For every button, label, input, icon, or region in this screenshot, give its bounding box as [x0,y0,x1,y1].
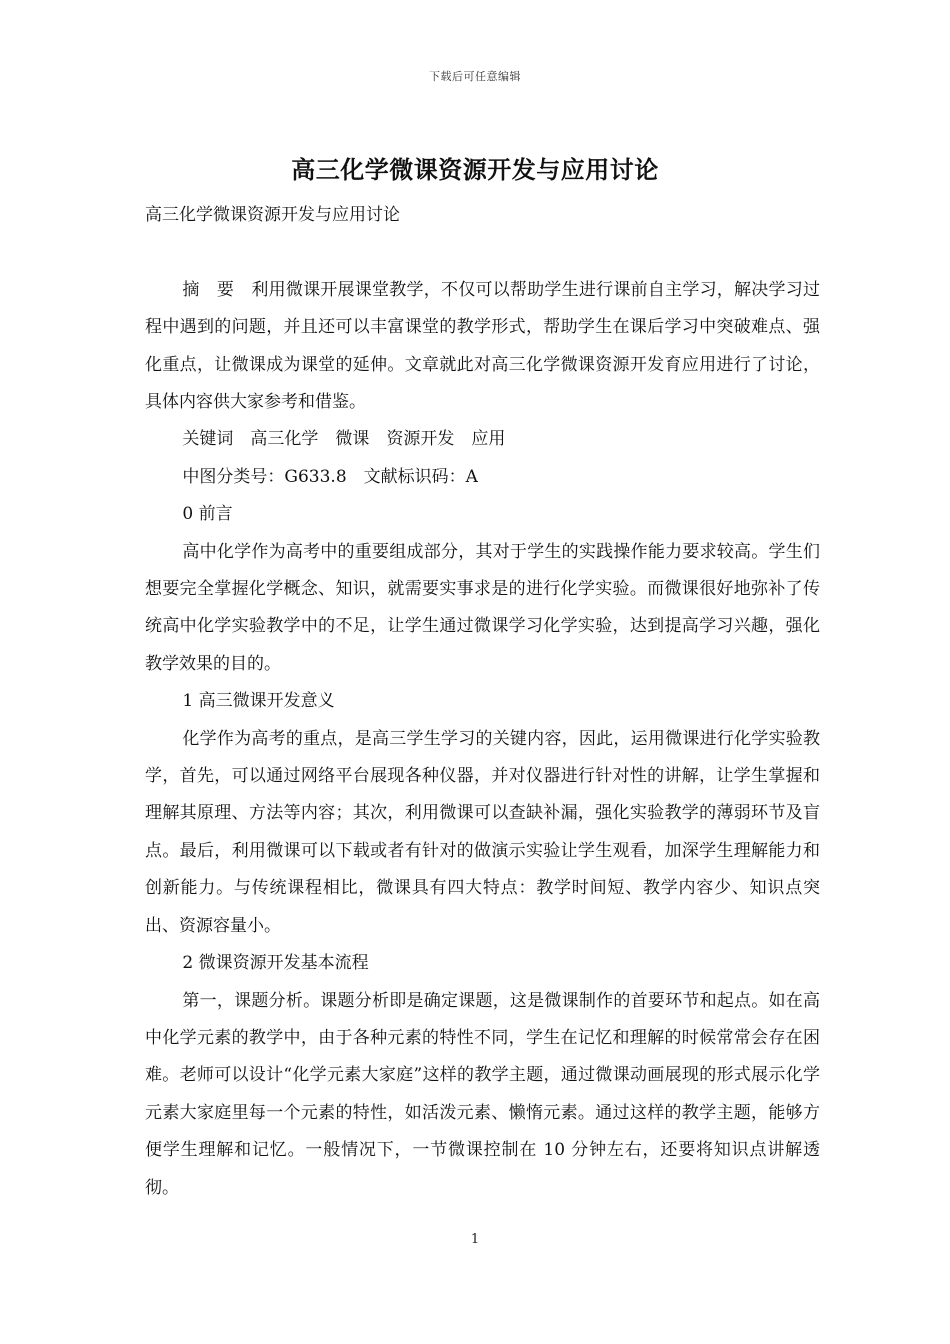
keywords-line: 关键词 高三化学 微课 资源开发 应用 [182,429,506,450]
section-heading-process: 2 微课资源开发基本流程 [182,953,369,974]
document-title: 高三化学微课资源开发与应用讨论 [291,155,659,184]
header-note: 下载后可任意编辑 [429,70,521,83]
blank-line [145,234,820,271]
intro-paragraph: 高中化学作为高考中的重要组成部分，其对于学生的实践操作能力要求较高。学生们想要完全掌握化学概念、知识，就需要实事求是的进行化学实验。而微课很好地弥补了传统高中化学实验教学中的不足，让学生通过微课学习化学实验，达到提高学习兴趣，强化教学效果的目的。 [145,541,820,674]
section-heading-significance: 1 高三微课开发意义 [182,691,335,712]
subtitle: 高三化学微课资源开发与应用讨论 [145,205,400,225]
document-body [145,197,820,1207]
significance-paragraph: 化学作为高考的重点，是高三学生学习的关键内容，因此，运用微课进行化学实验教学，首先，可以通过网络平台展现各种仪器，并对仪器进行针对性的讲解，让学生掌握和理解其原理、方法等内容；其次，利用微课可以查缺补漏，强化实验教学的薄弱环节及盲点。最后，利用微课可以下载或者有针对的做演示实验让学生观看，加深学生理解能力和创新能力。与传统课程相比，微课具有四大特点：教学时间短、教学内容少、知识点突出、资源容量小。 [145,728,820,936]
process-paragraph: 第一，课题分析。课题分析即是确定课题，这是微课制作的首要环节和起点。如在高中化学元素的教学中，由于各种元素的特性不同，学生在记忆和理解的时候常常会存在困难。老师可以设计“化学元素大家庭”这样的教学主题，通过微课动画展现的形式展示化学元素大家庭里每一个元素的特性，如活泼元素、懒惰元素。通过这样的教学主题，能够方便学生理解和记忆。一般情况下，一节微课控制在 10 分钟左右，还要将知识点讲解透彻。 [145,990,820,1198]
page-number: 1 [470,1232,480,1247]
classification-line: 中图分类号：G633.8 文献标识码：A [182,466,478,487]
section-heading-intro: 0 前言 [182,504,233,525]
abstract-paragraph: 摘 要 利用微课开展课堂教学，不仅可以帮助学生进行课前自主学习，解决学习过程中遇到的问题，并且还可以丰富课堂的教学形式，帮助学生在课后学习中突破难点、强化重点，让微课成为课堂的延伸。文章就此对高三化学微课资源开发育应用进行了讨论，具体内容供大家参考和借鉴。 [145,279,820,413]
